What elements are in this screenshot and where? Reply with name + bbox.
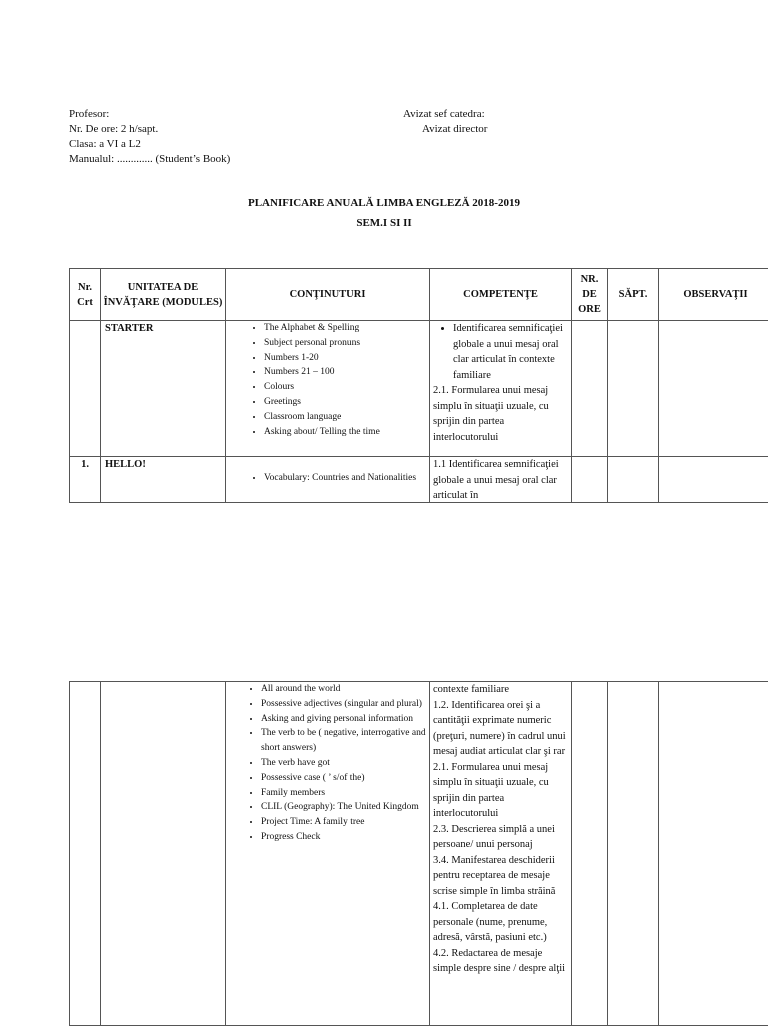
competence-text: 4.2. Redactarea de mesaje simple despre sine / despre alţii	[433, 946, 568, 977]
contents-list	[229, 471, 426, 486]
list-item: • The verb have got	[261, 756, 426, 771]
competence-text: 1.2. Identificarea orei şi a cantităţii exprimate numeric (preţuri, numere) în cadrul unui mesaj audiat articulat clar şi rar	[433, 698, 568, 760]
row-week	[608, 457, 659, 503]
approval-head-label: Avizat sef catedra:	[403, 107, 487, 122]
list-item: • Colours	[264, 380, 426, 395]
row-hours	[572, 321, 608, 457]
list-item: • Numbers 1-20	[264, 351, 426, 366]
row-contents	[226, 682, 430, 1026]
col-header-nr: Nr. Crt	[70, 269, 101, 321]
approval-director-label: Avizat director	[403, 122, 487, 137]
row-unit: HELLO!	[101, 457, 226, 503]
row-unit: STARTER	[101, 321, 226, 457]
list-item: • Vocabulary: Countries and Nationalities	[264, 471, 426, 486]
competence-text: 1.1 Identificarea semnificaţiei globale a unui mesaj oral clar articulat în	[433, 457, 568, 502]
row-nr	[70, 682, 101, 1026]
competence-text: contexte familiare	[433, 682, 568, 698]
teacher-label: Profesor:	[69, 107, 230, 122]
row-contents	[226, 321, 430, 457]
list-item: • Progress Check	[261, 830, 426, 845]
contents-list	[229, 682, 426, 845]
list-item: • Project Time: A family tree	[261, 815, 426, 830]
row-hours	[572, 682, 608, 1026]
list-item: • CLIL (Geography): The United Kingdom	[261, 800, 426, 815]
row-competences	[430, 682, 572, 1026]
list-item: • Classroom language	[264, 410, 426, 425]
list-item: • Numbers 21 – 100	[264, 365, 426, 380]
table-row	[70, 457, 768, 503]
list-item: • Asking about/ Telling the time	[264, 425, 426, 440]
row-nr	[70, 321, 101, 457]
table-header-row	[70, 269, 768, 321]
table-row	[70, 321, 768, 457]
row-observations	[659, 321, 768, 457]
list-item: • Asking and giving personal information	[261, 712, 426, 727]
competence-text: 2.3. Descrierea simplă a unei persoane/ unui personaj	[433, 822, 568, 853]
competence-text: 2.1. Formularea unui mesaj simplu în situaţii uzuale, cu sprijin din partea interlocutorului	[433, 760, 568, 822]
competence-text: 4.1. Completarea de date personale (nume, prenume, adresă, vârstă, pasiuni etc.)	[433, 899, 568, 946]
row-competences	[430, 457, 572, 503]
document-subtitle: SEM.I SI II	[0, 217, 768, 229]
document-title: PLANIFICARE ANUALĂ LIMBA ENGLEZĂ 2018-2019	[0, 197, 768, 209]
header-right	[403, 107, 487, 137]
competences-list	[433, 321, 568, 383]
col-header-contents: CONŢINUTURI	[226, 269, 430, 321]
contents-list	[229, 321, 426, 439]
row-week	[608, 321, 659, 457]
row-nr: 1.	[70, 457, 101, 503]
competence-text: 2.1. Formularea unui mesaj simplu în situaţii uzuale, cu sprijin din partea interlocutorului	[433, 383, 568, 445]
list-item: • Identificarea semnificaţiei globale a unui mesaj oral clar articulat în contexte familiare	[453, 321, 568, 383]
hours-label: Nr. De ore: 2 h/sapt.	[69, 122, 230, 137]
planning-table	[69, 268, 768, 503]
row-hours	[572, 457, 608, 503]
col-header-competences: COMPETENŢE	[430, 269, 572, 321]
row-competences	[430, 321, 572, 457]
header-left	[69, 107, 230, 167]
col-header-week: SĂPT.	[608, 269, 659, 321]
planning-table-continuation	[69, 681, 768, 1026]
list-item: • The Alphabet & Spelling	[264, 321, 426, 336]
col-header-observations: OBSERVAŢII	[659, 269, 768, 321]
col-header-unit: UNITATEA DE ÎNVĂŢARE (MODULES)	[101, 269, 226, 321]
table-row	[70, 682, 768, 1026]
list-item: • All around the world	[261, 682, 426, 697]
row-observations	[659, 457, 768, 503]
textbook-label: Manualul: ............. (Student’s Book)	[69, 152, 230, 167]
list-item: • Possessive case ( ’ s/of the)	[261, 771, 426, 786]
row-observations	[659, 682, 768, 1026]
col-header-hours: NR. DE ORE	[572, 269, 608, 321]
list-item: • Subject personal pronuns	[264, 336, 426, 351]
list-item: • Possessive adjectives (singular and plural)	[261, 697, 426, 712]
class-label: Clasa: a VI a L2	[69, 137, 230, 152]
row-unit	[101, 682, 226, 1026]
list-item: • Greetings	[264, 395, 426, 410]
row-week	[608, 682, 659, 1026]
list-item: • Family members	[261, 786, 426, 801]
competence-text: 3.4. Manifestarea deschiderii pentru receptarea de mesaje scrise simple în limba străină	[433, 853, 568, 900]
row-contents	[226, 457, 430, 503]
list-item: • The verb to be ( negative, interrogative and short answers)	[261, 726, 426, 756]
